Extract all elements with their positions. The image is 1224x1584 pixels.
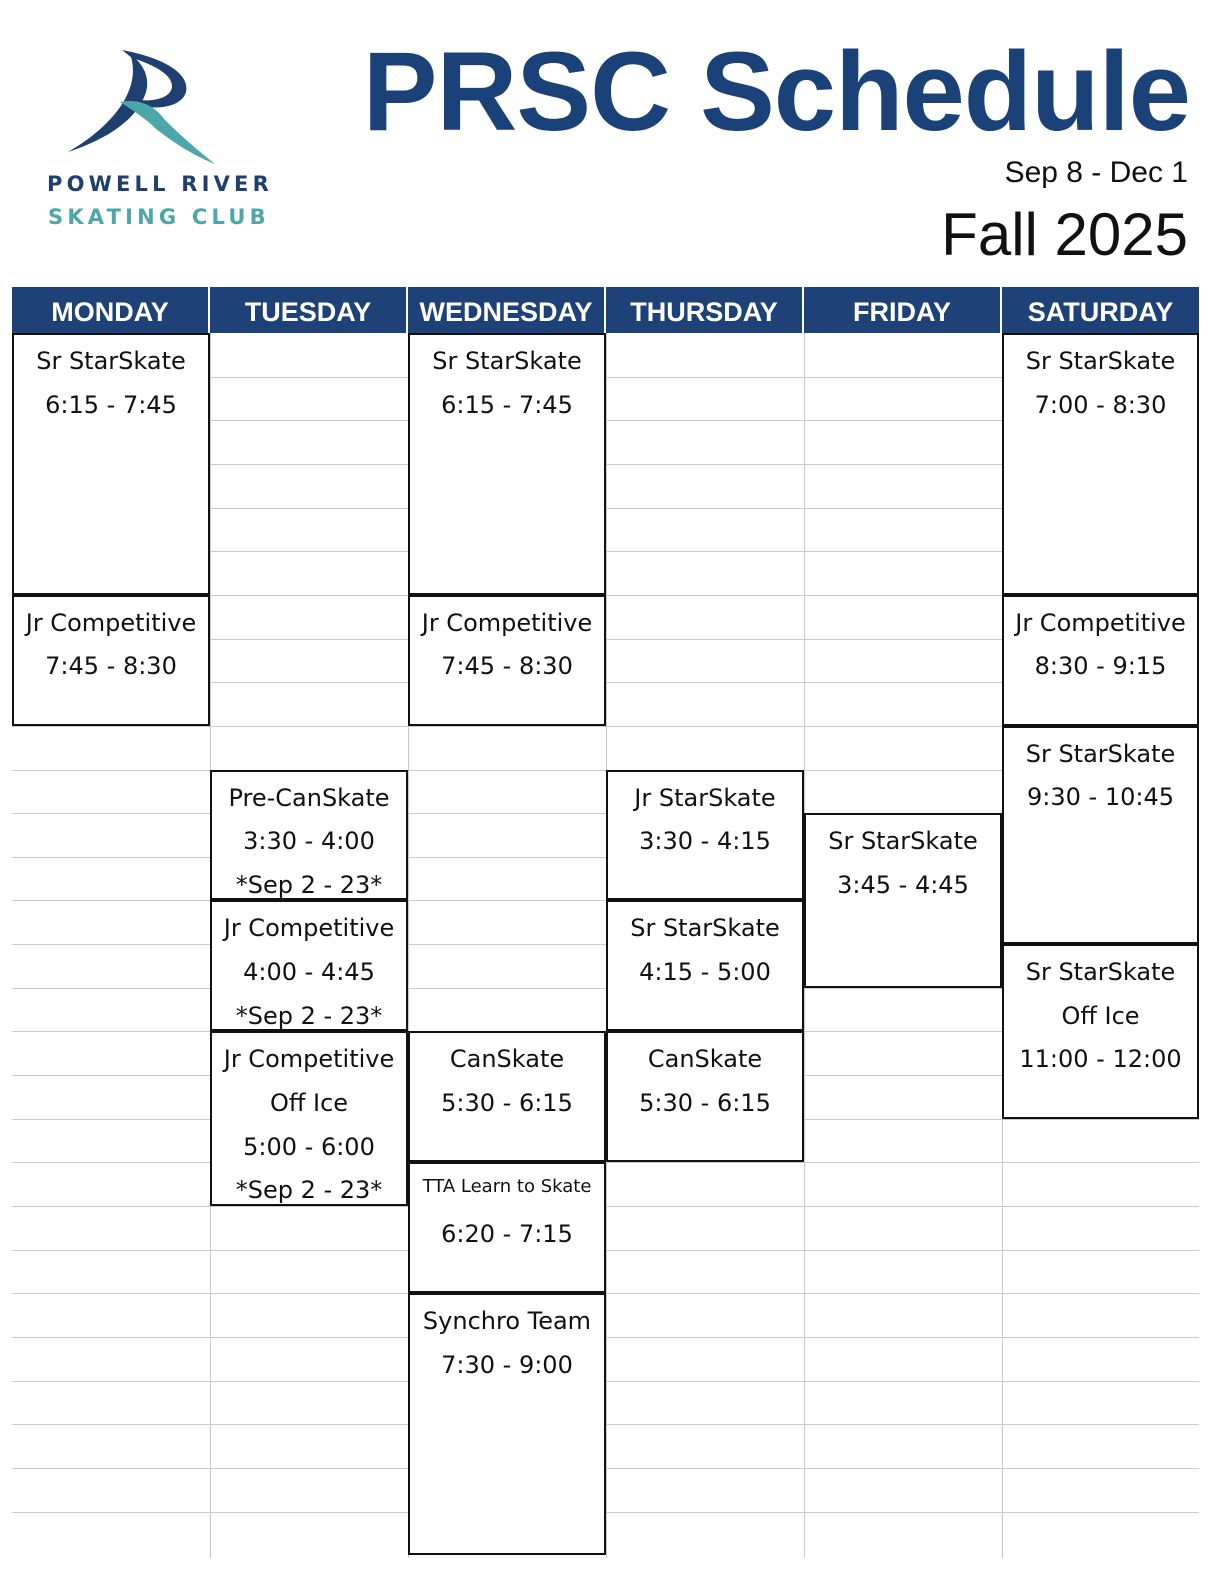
session-detail: 3:30 - 4:15 — [639, 827, 771, 856]
session-detail: 7:45 - 8:30 — [45, 652, 177, 681]
session-detail: 8:30 - 9:15 — [1034, 652, 1167, 681]
session-name: Jr StarSkate — [634, 783, 776, 812]
day-header-thursday: THURSDAY — [606, 287, 804, 333]
day-header-row — [12, 287, 1199, 333]
session-detail: 5:30 - 6:15 — [441, 1088, 573, 1117]
session-block — [12, 333, 210, 595]
session-name: Jr Competitive — [223, 914, 395, 943]
session-block — [408, 333, 606, 595]
session-detail: 3:45 - 4:45 — [837, 870, 969, 899]
session-name: Sr StarSkate — [36, 347, 186, 375]
session-detail: 5:00 - 6:00 — [243, 1132, 375, 1161]
logo-text-skating-club: SKATING CLUB — [48, 205, 270, 229]
session-name: Jr Competitive — [223, 1045, 395, 1074]
date-range: Sep 8 - Dec 1 — [1004, 156, 1188, 189]
session-block — [408, 1162, 606, 1293]
day-header-wednesday: WEDNESDAY — [408, 287, 606, 333]
session-block — [408, 595, 606, 726]
session-detail: 9:30 - 10:45 — [1027, 783, 1174, 812]
session-block — [210, 770, 408, 901]
session-name: CanSkate — [647, 1045, 763, 1074]
session-block — [606, 1031, 804, 1162]
schedule-table — [12, 287, 1199, 1558]
session-detail: *Sep 2 - 23* — [235, 870, 383, 899]
day-header-monday: MONDAY — [12, 287, 210, 333]
session-detail: *Sep 2 - 23* — [235, 1001, 383, 1030]
day-header-friday: FRIDAY — [804, 287, 1002, 333]
session-detail: Off Ice — [269, 1088, 349, 1117]
session-block — [408, 1031, 606, 1162]
session-block — [1002, 944, 1199, 1119]
session-name: Pre-CanSkate — [228, 783, 390, 812]
session-name: Jr Competitive — [1015, 608, 1186, 637]
session-block — [210, 1031, 408, 1206]
session-block — [408, 1293, 606, 1555]
session-block — [210, 900, 408, 1031]
session-block — [606, 770, 804, 901]
session-block — [1002, 333, 1199, 595]
logo-r-skater-icon — [60, 40, 230, 175]
session-block — [12, 595, 210, 726]
page-title: PRSC Schedule — [362, 29, 1190, 154]
session-detail: Off Ice — [1061, 1001, 1140, 1030]
session-detail: 3:30 - 4:00 — [243, 827, 375, 856]
session-block — [1002, 595, 1199, 726]
session-name: Sr StarSkate — [828, 827, 978, 856]
session-detail: *Sep 2 - 23* — [235, 1176, 383, 1205]
session-detail: 11:00 - 12:00 — [1019, 1045, 1182, 1074]
session-detail: 5:30 - 6:15 — [639, 1088, 771, 1117]
session-detail: 6:20 - 7:15 — [441, 1219, 573, 1248]
session-name: CanSkate — [449, 1045, 565, 1074]
session-name: Sr StarSkate — [1025, 347, 1176, 375]
session-detail: 6:15 - 7:45 — [45, 390, 177, 419]
session-name: Sr StarSkate — [1025, 958, 1176, 987]
session-detail: 4:15 - 5:00 — [639, 958, 771, 987]
session-detail: 6:15 - 7:45 — [441, 390, 573, 419]
day-header-saturday: SATURDAY — [1027, 297, 1174, 327]
session-block — [606, 900, 804, 1031]
logo-text-powell-river: POWELL RIVER — [47, 172, 273, 196]
day-header-tuesday: TUESDAY — [210, 287, 408, 333]
session-block — [1002, 726, 1199, 944]
session-block — [804, 813, 1002, 988]
session-detail: 4:00 - 4:45 — [243, 958, 375, 987]
session-name: Sr StarSkate — [432, 347, 582, 375]
season-label: Fall 2025 — [941, 201, 1188, 268]
session-detail: 7:00 - 8:30 — [1034, 390, 1167, 419]
session-name: Sr StarSkate — [1025, 739, 1176, 768]
session-name: Synchro Team — [422, 1307, 592, 1336]
session-name: Jr Competitive — [421, 608, 593, 637]
session-name: Jr Competitive — [25, 608, 197, 637]
session-name: TTA Learn to Skate — [422, 1176, 592, 1198]
session-detail: 7:30 - 9:00 — [441, 1350, 573, 1379]
session-name: Sr StarSkate — [630, 914, 780, 943]
schedule-grid — [12, 333, 1199, 1558]
session-detail: 7:45 - 8:30 — [441, 652, 573, 681]
